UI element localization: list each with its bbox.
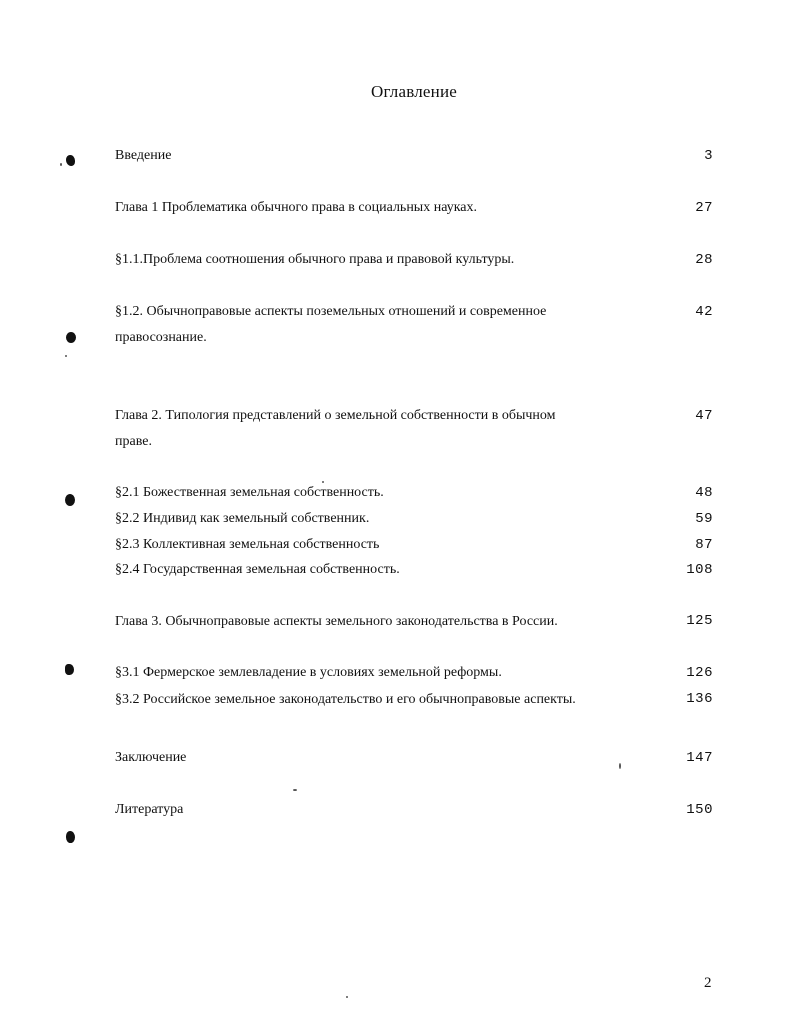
toc-entry-text-section-3-2: §3.2 Российское земельное законодательство и его обычноправовые аспекты.: [115, 692, 576, 707]
toc-entry-page-section-2-3: 87: [695, 537, 713, 553]
page-title: Оглавление: [371, 82, 457, 101]
toc-entry-page-section-2-2: 59: [695, 511, 713, 527]
hole-mark-3: [65, 494, 75, 506]
toc-entry-page-section-3-1: 126: [686, 665, 713, 681]
toc-entry-text-section-2-4: §2.4 Государственная земельная собственность.: [115, 562, 400, 577]
toc-entry-page-section-3-2: 136: [686, 691, 713, 707]
toc-entry-text-section-1-2: §1.2. Обычноправовые аспекты поземельных отношений и современное правосознание.: [115, 304, 547, 345]
page-number: 2: [704, 975, 712, 991]
toc-entry-text-section-3-1: §3.1 Фермерское землевладение в условиях земельной реформы.: [115, 665, 502, 680]
toc-entry-page-references: 150: [686, 802, 713, 818]
scan-speck-2: [619, 763, 621, 769]
toc-entry-text-references: Литература: [115, 802, 184, 817]
hole-mark-5: [66, 831, 75, 843]
toc-entry-page-section-1-1: 28: [695, 252, 713, 268]
toc-entry-page-section-2-1: 48: [695, 485, 713, 501]
toc-entry-text-chapter-2: Глава 2. Типология представлений о земельной собственности в обычном праве.: [115, 408, 556, 449]
toc-entry-page-chapter-2: 47: [695, 408, 713, 424]
toc-entry-text-conclusion: Заключение: [115, 750, 187, 765]
toc-entry-text-introduction: Введение: [115, 148, 172, 163]
toc-entry-page-section-1-2: 42: [695, 304, 713, 320]
hole-mark-2: [66, 332, 76, 343]
toc-entry-text-section-2-3: §2.3 Коллективная земельная собственность: [115, 537, 380, 552]
toc-entry-page-chapter-1: 27: [695, 200, 713, 216]
toc-entry-page-chapter-3: 125: [686, 613, 713, 629]
toc-entry-text-section-2-2: §2.2 Индивид как земельный собственник.: [115, 511, 370, 526]
toc-entry-page-section-2-4: 108: [686, 562, 713, 578]
toc-entry-text-chapter-3: Глава 3. Обычноправовые аспекты земельного законодательства в России.: [115, 614, 558, 629]
toc-entry-page-introduction: 3: [704, 148, 713, 164]
scan-speck-4: [346, 996, 348, 998]
scan-speck-1: [60, 163, 62, 166]
scan-speck-5: [322, 481, 324, 483]
toc-entry-text-chapter-1: Глава 1 Проблематика обычного права в социальных науках.: [115, 200, 478, 215]
hole-mark-1: [66, 155, 75, 166]
scan-speck-3: [293, 789, 297, 791]
toc-entry-text-section-2-1: §2.1 Божественная земельная собственность.: [115, 485, 384, 500]
toc-entry-text-section-1-1: §1.1.Проблема соотношения обычного права и правовой культуры.: [115, 252, 515, 267]
hole-mark-4: [65, 664, 74, 675]
scan-speck-6: [65, 355, 67, 357]
toc-entry-page-conclusion: 147: [686, 750, 713, 766]
